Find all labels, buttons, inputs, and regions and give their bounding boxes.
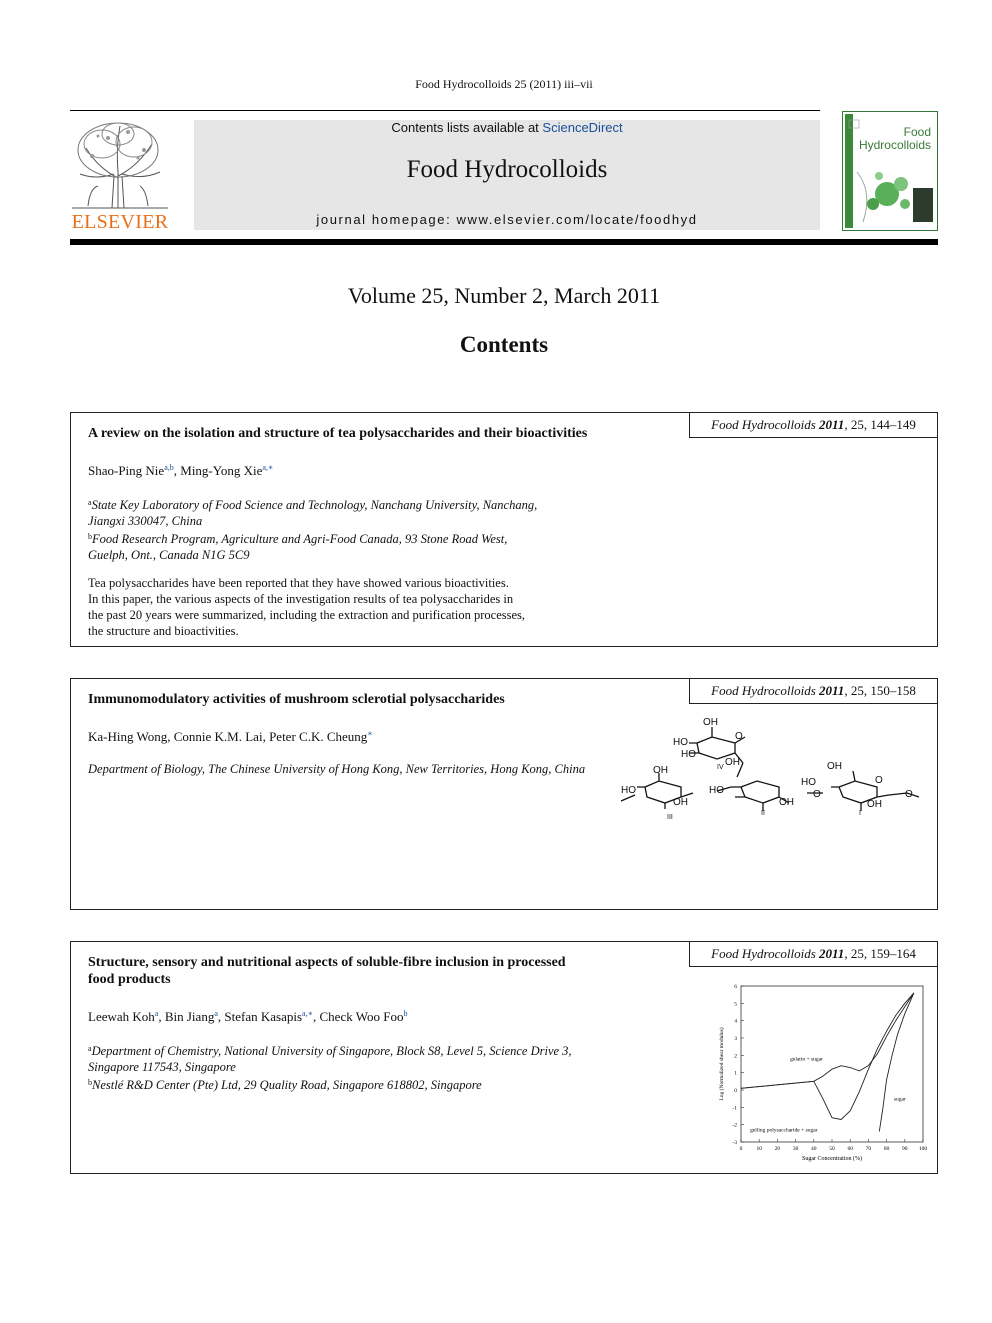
journal-banner [194,120,820,230]
oh-label: OH [779,797,794,808]
oh-label: OH [725,757,740,768]
plot-frame [741,986,923,1142]
article-entry [70,941,938,1174]
ring-iv-label: IV [717,764,724,771]
ho-label: HO [621,785,636,796]
ho-label: HO [673,737,688,748]
article-citation[interactable]: Food Hydrocolloids 2011, 25, 159–164 [689,941,938,967]
ho-label: HO [681,749,696,760]
x-tick-label: 20 [774,1146,781,1152]
x-tick-label: 10 [756,1146,762,1152]
article-entry [70,678,938,910]
y-tick-label: 0 [734,1088,737,1094]
header-rule [70,110,820,111]
article-affiliations: $^a$State Key Laboratory of Food Science and Technology, Nanchang University, Nanchang, Jiangxi 330047, China $^b$Food Research Program, Agriculture and Agri-Food Canada, 93 Stone Road West, Guelph, Ont., Canada N1G 5C9 [88,498,538,562]
y-tick-label: -3 [732,1140,737,1146]
article-citation[interactable]: Food Hydrocolloids 2011, 25, 150–158 [689,678,938,704]
contents-available-text: Contents lists available at [391,120,539,135]
oh-label: OH [673,797,688,808]
journal-title: Food Hydrocolloids [406,156,608,183]
ho-label: HO [709,785,724,796]
x-tick-label: 90 [902,1146,908,1152]
x-tick-label: 100 [918,1146,928,1152]
y-tick-label: -2 [732,1122,737,1129]
journal-homepage-link[interactable]: journal homepage: www.elsevier.com/locate/foodhyd [316,212,698,227]
article-citation[interactable]: Food Hydrocolloids 2011, 25, 144–149 [689,412,938,438]
y-tick-label: -1 [732,1105,737,1112]
graphical-abstract-chart [713,978,929,1164]
article-authors: Leewah Koh$^a$, Bin Jiang$^a$, Stefan Kasapis$^{a,∗}$, Check Woo Foo$^b$ [88,1009,408,1024]
y-tick-label: 5 [734,1001,737,1008]
oh-label: OH [867,799,882,810]
ring-i-label: I [859,810,861,817]
elsevier-logo[interactable] [68,118,172,234]
article-title[interactable]: Immunomodulatory activities of mushroom sclerotial polysaccharides [88,692,505,707]
ring-i-bonds [807,771,919,811]
o-label: O [735,731,743,742]
o-label: O [875,775,883,786]
oh-label: OH [827,761,842,772]
article-entry [70,412,938,647]
series-line [741,993,914,1120]
y-axis-label: Log (Normalized shear modulus) [719,1027,725,1101]
article-affiliations: $^a$Department of Chemistry, National University of Singapore, Block S8, Level 5, Science Drive 3, Singapore 117543, Singapore $^b$Nestlé R&D Center (Pte) Ltd, 29 Quality Road, Singapore 618802, Singapore [88,1044,572,1092]
article-title[interactable]: Structure, sensory and nutritional aspects of soluble-fibre inclusion in processed food products [88,955,566,987]
series-annotation: gelling polysaccharide + sugar [750,1127,818,1134]
article-authors: Ka-Hing Wong, Connie K.M. Lai, Peter C.K. Cheung∗ [88,729,373,744]
y-tick-label: 1 [734,1070,737,1077]
journal-cover[interactable] [842,111,938,231]
ring-ii-label: II [761,810,765,817]
ring-iii-label: III [667,814,673,821]
o-label: O [905,789,913,800]
volume-line: Volume 25, Number 2, March 2011 [347,283,661,308]
header-thick-rule [70,239,938,245]
o-label: O [813,789,821,800]
x-axis-label: Sugar Concentration (%) [802,1156,862,1162]
sciencedirect-link[interactable]: ScienceDirect [542,120,623,135]
article-affiliation: Department of Biology, The Chinese University of Hong Kong, New Territories, Hong Kong, China [88,762,586,776]
x-tick-label: 60 [847,1146,853,1152]
y-tick-label: 3 [734,1036,737,1042]
x-tick-label: 80 [883,1146,890,1152]
ho-label: HO [801,777,816,788]
contents-available-line [194,120,820,135]
oh-label: OH [653,765,668,776]
cover-art-icon [843,112,937,230]
running-head: Food Hydrocolloids 25 (2011) iii–vii [415,77,593,91]
x-tick-label: 70 [865,1146,872,1152]
y-tick-label: 2 [734,1053,737,1060]
article-title[interactable]: A review on the isolation and structure of tea polysaccharides and their bioactivities [88,426,588,441]
oh-label: OH [703,717,718,728]
series-annotation: gelatin + sugar [790,1056,823,1063]
y-tick-label: 4 [734,1018,737,1025]
elsevier-tree-icon [68,118,172,210]
x-tick-label: 0 [739,1146,743,1152]
x-tick-label: 30 [792,1146,799,1152]
x-tick-label: 40 [811,1146,817,1152]
contents-heading: Contents [459,332,549,357]
series-annotation: sugar [893,1096,906,1103]
elsevier-wordmark: ELSEVIER [71,211,169,233]
y-tick-label: 6 [734,984,737,990]
cover-title: Food Hydrocolloids [858,125,931,152]
x-tick-label: 50 [829,1146,835,1152]
polysaccharide-structure [617,713,927,823]
article-authors: Shao-Ping Nie$^{a,b}$, Ming-Yong Xie$^{a,∗}$ [88,463,274,478]
article-abstract: Tea polysaccharides have been reported that they have showed various bioactivities. In this paper, the various aspects of the investigation results of tea polysaccharides in the past 20 years were summarized, including the extraction and purification processes, the structure and bioactivities. [88,576,526,638]
